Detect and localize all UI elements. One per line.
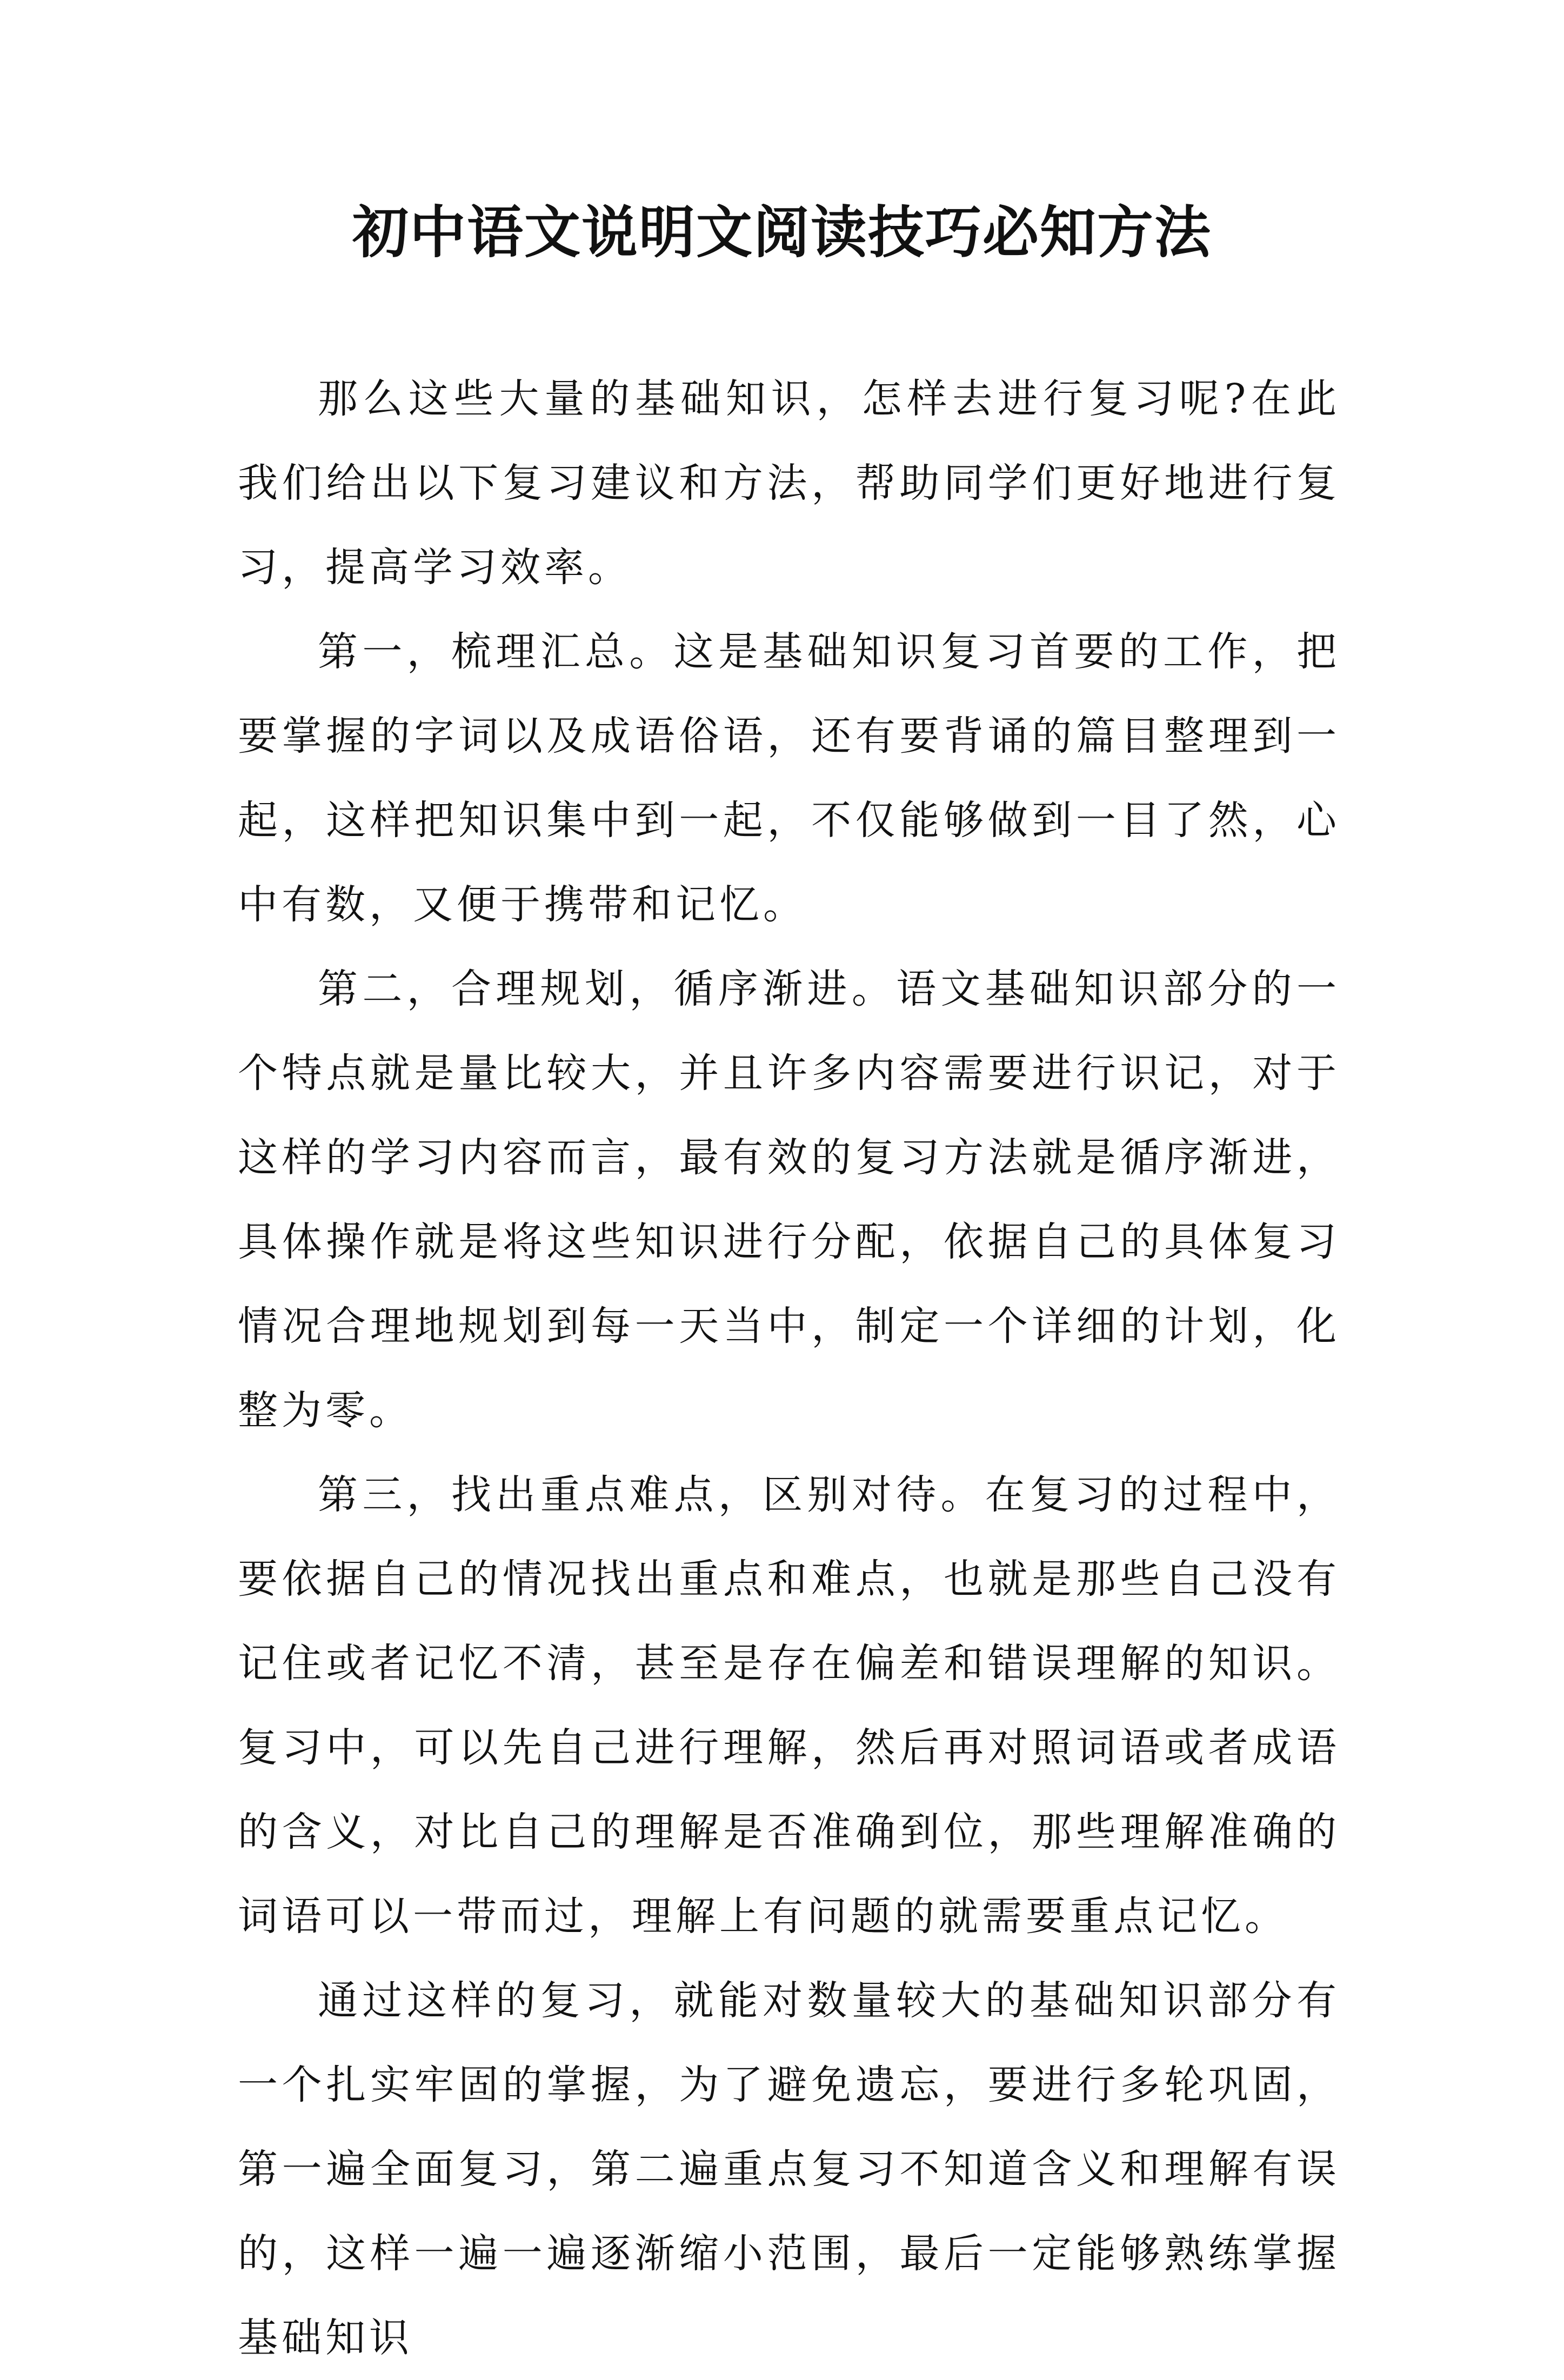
paragraph-step-one: 第一，梳理汇总。这是基础知识复习首要的工作，把要掌握的字词以及成语俗语，还有要背诵的篇目整理到一起，这样把知识集中到一起，不仅能够做到一目了然，心中有数，又便于携带和记忆。	[238, 629, 1340, 928]
paragraph-step-two: 第二，合理规划，循序渐进。语文基础知识部分的一个特点就是量比较大，并且许多内容需要进行识记，对于这样的学习内容而言，最有效的复习方法就是循序渐进，具体操作就是将这些知识进行分配，依据自己的具体复习情况合理地规划到每一天当中，制定一个详细的计划，化整为零。	[238, 966, 1340, 1434]
document-title: 初中语文说明文阅读技巧必知方法	[352, 199, 1212, 265]
paragraph-step-three: 第三，找出重点难点，区别对待。在复习的过程中，要依据自己的情况找出重点和难点，也就是那些自己没有记住或者记忆不清，甚至是存在偏差和错误理解的知识。复习中，可以先自己进行理解，然后再对照词语或者成语的含义，对比自己的理解是否准确到位，那些理解准确的词语可以一带而过，理解上有问题的就需要重点记忆。	[238, 1472, 1340, 1940]
paragraph-conclusion: 通过这样的复习，就能对数量较大的基础知识部分有一个扎实牢固的掌握，为了避免遗忘，要进行多轮巩固，第一遍全面复习，第二遍重点复习不知道含义和理解有误的，这样一遍一遍逐渐缩小范围，最后一定能够熟练掌握基础知识	[238, 1977, 1340, 2361]
document-body	[238, 357, 1340, 2380]
paragraph-intro: 那么这些大量的基础知识，怎样去进行复习呢?在此我们给出以下复习建议和方法，帮助同学们更好地进行复习，提高学习效率。	[238, 376, 1340, 591]
